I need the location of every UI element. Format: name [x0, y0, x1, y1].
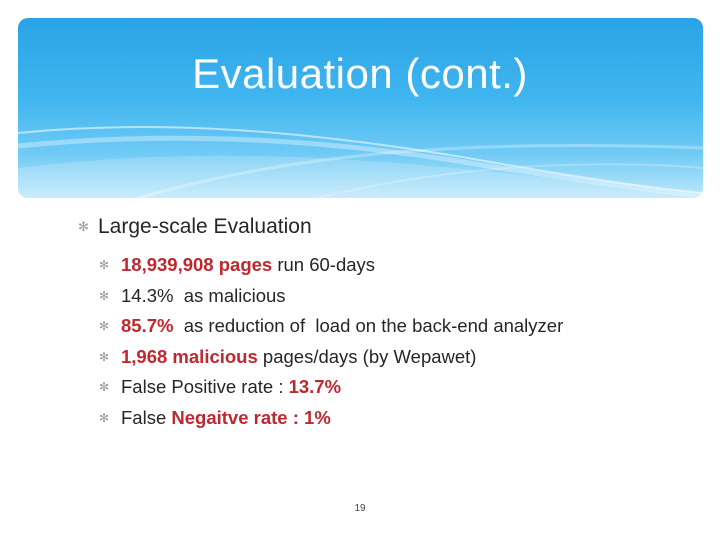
sub-bullet-item	[99, 342, 563, 373]
bullet-text: as reduction of load on the back-end analyzer	[173, 315, 564, 337]
bullet-level1-text: Large-scale Evaluation	[98, 215, 312, 238]
highlighted-text: 18,939,908 pages	[121, 254, 273, 276]
title-banner	[18, 18, 703, 198]
bullet-text: run 60-days	[272, 254, 376, 276]
sub-bullet-list	[99, 250, 563, 433]
slide-title: Evaluation (cont.)	[192, 50, 528, 97]
asterisk-bullet-icon: ✻	[99, 258, 110, 273]
highlighted-text: Negaitve rate : 1%	[171, 406, 331, 428]
page-number: 19	[354, 503, 366, 514]
bullet-text: 14.3% as malicious	[121, 284, 286, 306]
bullet-text: pages/days (by Wepawet)	[257, 345, 477, 367]
highlighted-text: 13.7%	[288, 376, 342, 398]
asterisk-bullet-icon: ✻	[99, 349, 110, 364]
sub-bullet-item	[99, 372, 563, 403]
highlighted-text: 85.7%	[121, 315, 174, 337]
wave-decoration	[18, 18, 703, 198]
asterisk-bullet-icon: ✻	[78, 219, 89, 234]
sub-bullet-item	[99, 403, 563, 434]
sub-bullet-item	[99, 250, 563, 281]
highlighted-text: 1,968 malicious	[121, 345, 258, 367]
asterisk-bullet-icon: ✻	[99, 319, 110, 334]
asterisk-bullet-icon: ✻	[99, 380, 110, 395]
bullet-text: False	[121, 406, 172, 428]
sub-bullet-item	[99, 311, 563, 342]
bullet-level1	[78, 215, 312, 239]
asterisk-bullet-icon: ✻	[99, 410, 110, 425]
asterisk-bullet-icon: ✻	[99, 288, 110, 303]
sub-bullet-item	[99, 281, 563, 312]
bullet-text: False Positive rate :	[121, 376, 289, 398]
